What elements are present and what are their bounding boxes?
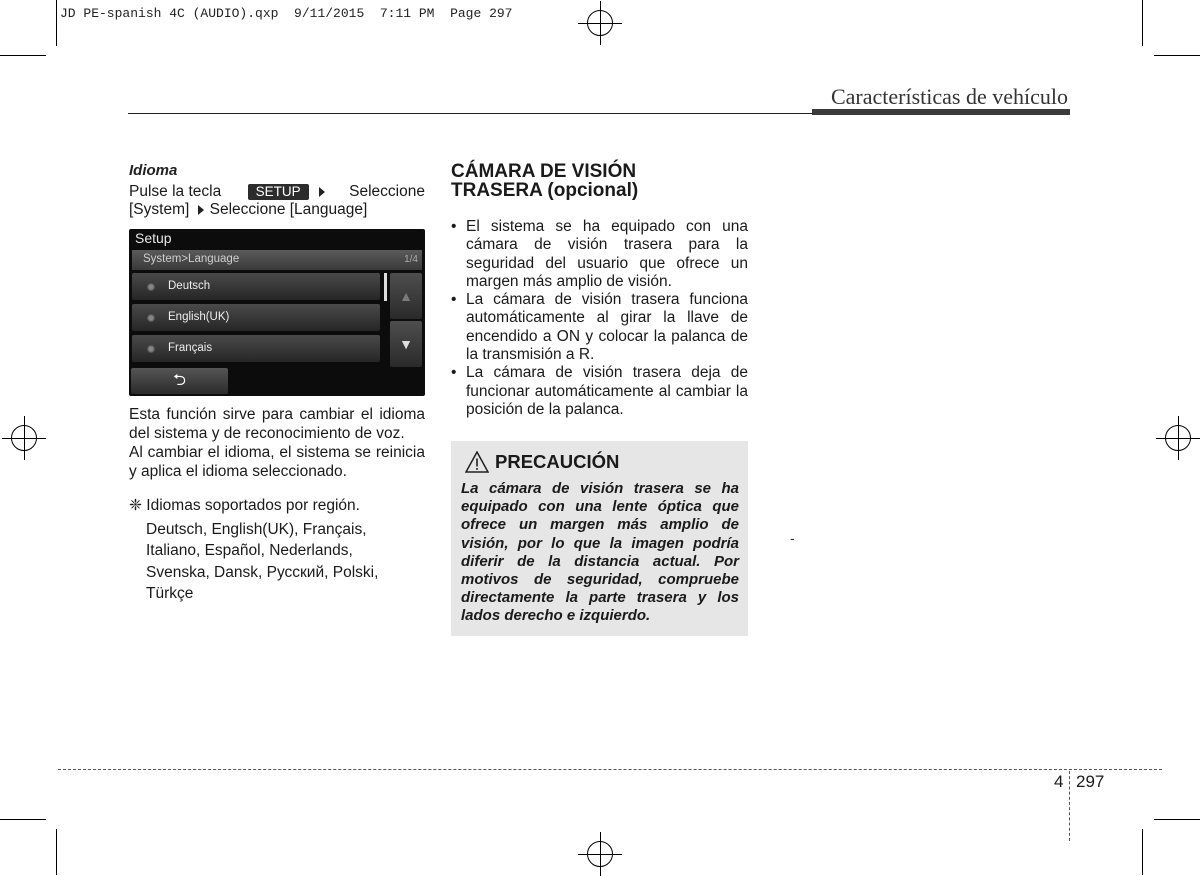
heading-line: CÁMARA DE VISIÓN — [451, 161, 637, 182]
header-rule-accent — [812, 109, 1070, 115]
registration-mark-icon — [587, 841, 613, 867]
instruction-text — [129, 183, 425, 220]
language-description — [129, 406, 425, 605]
supported-languages-list — [129, 519, 425, 605]
radio-dot-icon — [147, 345, 155, 353]
crop-mark — [1142, 0, 1143, 46]
crop-mark — [0, 819, 46, 820]
language-option-english-uk[interactable] — [132, 304, 380, 331]
stray-mark: - — [790, 530, 795, 546]
setup-screen-illustration — [129, 229, 425, 396]
heading-line: TRASERA (opcional) — [451, 180, 639, 201]
registration-mark-icon — [1165, 425, 1191, 451]
language-option-label: Deutsch — [168, 280, 211, 292]
caution-title: PRECAUCIÓN — [495, 451, 620, 472]
setup-key-badge: SETUP — [248, 184, 309, 200]
radio-dot-icon — [147, 314, 155, 322]
crop-mark — [56, 829, 57, 875]
language-list-line: Deutsch, English(UK), Français, — [146, 520, 367, 538]
language-list-line: Svenska, Dansk, Русский, Polski, — [146, 563, 379, 581]
crop-mark — [1154, 55, 1200, 56]
footer-rule — [58, 769, 1162, 770]
registration-mark-icon — [587, 10, 613, 36]
language-list-line: Türkçe — [146, 585, 194, 602]
scroll-down-button[interactable]: ▼ — [390, 321, 422, 367]
bullet-item: • La cámara de visión trasera funciona automáticamente al girar la llave de encendido a ON y colocar la palanca de la transmisión a R. — [451, 291, 748, 364]
screen-breadcrumb-bar — [132, 250, 422, 270]
header-rule — [128, 113, 812, 114]
radio-dot-icon — [147, 283, 155, 291]
back-arrow-icon: ⮌ — [173, 372, 186, 389]
language-instructions — [129, 162, 425, 220]
subhead-idioma: Idioma — [129, 162, 178, 179]
scroll-up-button[interactable]: ▲ — [390, 273, 422, 319]
caution-text: La cámara de visión trasera se ha equipado con una lente óptica que ofrece un margen más amplio de visión, por lo que la imagen podría diferir de la distancia actual. Por motivos de seguridad, compruebe directamente la parte trasera y los lados derecho e izquierdo. — [461, 480, 739, 625]
supported-languages-note: ❈ Idiomas soportados por región. — [129, 497, 360, 514]
print-slug: JD PE-spanish 4C (AUDIO).qxp 9/11/2015 7:11 PM Page 297 — [60, 6, 513, 21]
screen-title: Setup — [135, 230, 172, 246]
crop-mark — [1142, 829, 1143, 875]
bullet-item: • La cámara de visión trasera deja de funcionar automáticamente al cambiar la posición de la palanca. — [451, 364, 748, 419]
paragraph: Al cambiar el idioma, el sistema se reinicia y aplica el idioma seleccionado. — [129, 444, 425, 480]
screen-page-indicator: 1/4 — [404, 254, 418, 265]
instruction-select: Seleccione — [349, 182, 425, 200]
warning-triangle-icon — [465, 451, 489, 473]
arrow-right-icon — [319, 187, 325, 197]
screen-breadcrumb: System>Language — [143, 253, 240, 265]
instruction-press-key: Pulse la tecla — [129, 182, 222, 200]
instruction-language: Seleccione [Language] — [209, 201, 368, 218]
footer-divider — [1069, 771, 1070, 841]
bullet-item: • El sistema se ha equipado con una cámara de visión trasera para la seguridad del usuario que ofrece un margen más amplio de visión. — [451, 218, 748, 291]
language-option-deutsch[interactable] — [132, 273, 380, 300]
language-option-label: Français — [168, 342, 213, 354]
crop-mark — [56, 0, 57, 46]
arrow-right-icon — [198, 205, 204, 215]
paragraph: Esta función sirve para cambiar el idioma del sistema y de reconocimiento de voz. — [129, 406, 425, 442]
section-title: Características de vehículo — [830, 84, 1068, 109]
screen-scrollbar[interactable] — [384, 273, 387, 301]
language-option-francais[interactable] — [132, 335, 380, 362]
rear-camera-section — [451, 162, 748, 419]
back-button[interactable] — [131, 368, 228, 394]
registration-mark-icon — [11, 425, 37, 451]
section-heading — [451, 162, 748, 200]
language-list-line: Italiano, Español, Nederlands, — [146, 542, 353, 559]
crop-mark — [1154, 819, 1200, 820]
caution-box — [451, 441, 748, 636]
page-number: 297 — [1076, 772, 1105, 791]
caution-header — [465, 451, 619, 473]
crop-mark — [0, 55, 46, 56]
chapter-number: 4 — [1054, 772, 1064, 791]
instruction-system: [System] — [129, 201, 190, 218]
language-option-label: English(UK) — [168, 311, 230, 323]
feature-bullet-list — [451, 218, 748, 419]
